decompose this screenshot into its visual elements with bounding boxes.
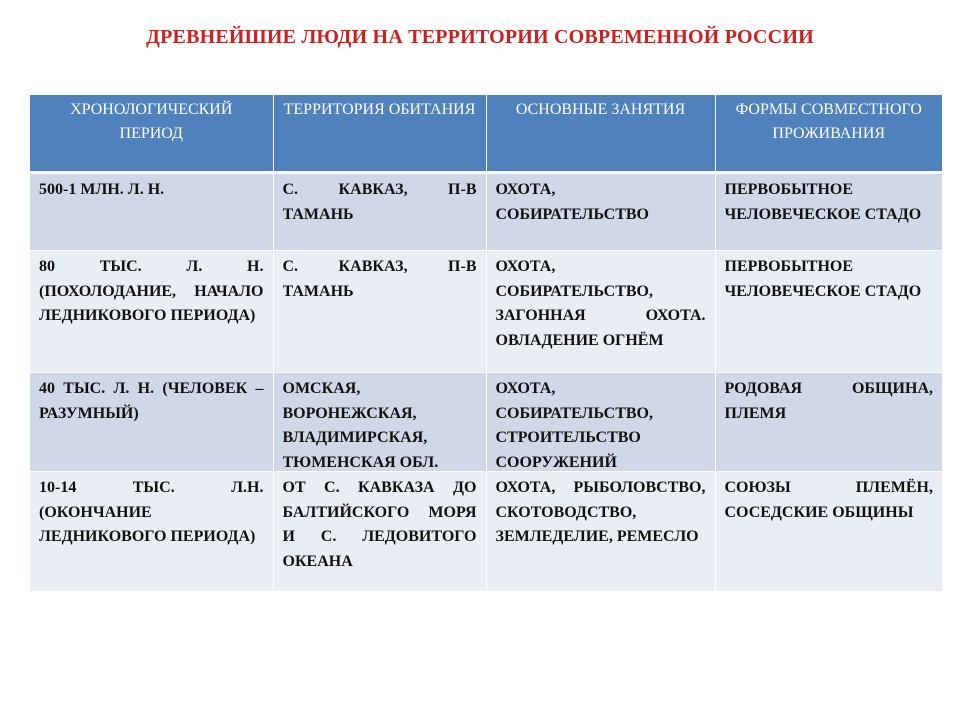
cell-territory <box>273 373 486 472</box>
cell-territory-text: ОМСКАЯ, ВОРОНЕЖСКАЯ, ВЛАДИМИРСКАЯ, ТЮМЕНСКАЯ ОБЛ. <box>282 380 439 471</box>
cell-period <box>30 173 273 251</box>
cell-community <box>715 173 942 251</box>
cell-period-text: 40 ТЫС. Л. Н. (ЧЕЛОВЕК – РАЗУМНЫЙ) <box>39 380 264 422</box>
cell-period-text: 500-1 МЛН. Л. Н. <box>39 181 165 198</box>
cell-community-text: ПЕРВОБЫТНОЕ ЧЕЛОВЕЧЕСКОЕ СТАДО <box>724 258 922 300</box>
cell-territory <box>273 251 486 373</box>
header-occupations: ОСНОВНЫЕ ЗАНЯТИЯ <box>486 95 715 173</box>
cell-period <box>30 251 273 373</box>
cell-territory-text: ОТ С. КАВКАЗА ДО БАЛТИЙСКОГО МОРЯ И С. ЛЕДОВИТОГО ОКЕАНА <box>282 479 477 570</box>
cell-occupations-text: ОХОТА, СОБИРАТЕЛЬСТВО, СТРОИТЕЛЬСТВО СООРУЖЕНИЙ <box>495 380 653 471</box>
header-period: ХРОНОЛОГИЧЕСКИЙ ПЕРИОД <box>30 95 273 173</box>
cell-period-text: 80 ТЫС. Л. Н. (ПОХОЛОДАНИЕ, НАЧАЛО ЛЕДНИКОВОГО ПЕРИОДА) <box>39 258 264 324</box>
cell-community-text: ПЕРВОБЫТНОЕ ЧЕЛОВЕЧЕСКОЕ СТАДО <box>724 181 922 223</box>
table-row <box>30 472 942 592</box>
page-title: ДРЕВНЕЙШИЕ ЛЮДИ НА ТЕРРИТОРИИ СОВРЕМЕННОЙ РОССИИ <box>146 26 814 48</box>
cell-occupations-text: ОХОТА, РЫБОЛОВСТВО, СКОТОВОДСТВО, ЗЕМЛЕДЕЛИЕ, РЕМЕСЛО <box>495 479 706 545</box>
table-header-row <box>30 95 942 173</box>
table-row <box>30 373 942 472</box>
cell-community-text: РОДОВАЯ ОБЩИНА, ПЛЕМЯ <box>724 380 933 422</box>
cell-community-text: СОЮЗЫ ПЛЕМЁН, СОСЕДСКИЕ ОБЩИНЫ <box>724 479 933 521</box>
cell-occupations-text: ОХОТА, СОБИРАТЕЛЬСТВО, ЗАГОННАЯ ОХОТА. ОВЛАДЕНИЕ ОГНЁМ <box>495 258 706 349</box>
cell-community <box>715 472 942 592</box>
header-community: ФОРМЫ СОВМЕСТНОГО ПРОЖИВАНИЯ <box>715 95 942 173</box>
cell-territory <box>273 472 486 592</box>
cell-territory-text: С. КАВКАЗ, П-В ТАМАНЬ <box>282 181 477 223</box>
cell-period-text: 10-14 ТЫС. Л.Н. (ОКОНЧАНИЕ ЛЕДНИКОВОГО ПЕРИОДА) <box>39 479 264 545</box>
table-row <box>30 173 942 251</box>
cell-community <box>715 251 942 373</box>
cell-territory <box>273 173 486 251</box>
cell-occupations <box>486 251 715 373</box>
cell-occupations <box>486 173 715 251</box>
cell-occupations-text: ОХОТА, СОБИРАТЕЛЬСТВО <box>495 181 649 223</box>
cell-community <box>715 373 942 472</box>
cell-period <box>30 373 273 472</box>
cell-occupations <box>486 373 715 472</box>
cell-occupations <box>486 472 715 592</box>
header-territory: ТЕРРИТОРИЯ ОБИТАНИЯ <box>273 95 486 173</box>
cell-period <box>30 472 273 592</box>
history-table <box>30 95 942 592</box>
table-row <box>30 251 942 373</box>
cell-territory-text: С. КАВКАЗ, П-В ТАМАНЬ <box>282 258 477 300</box>
